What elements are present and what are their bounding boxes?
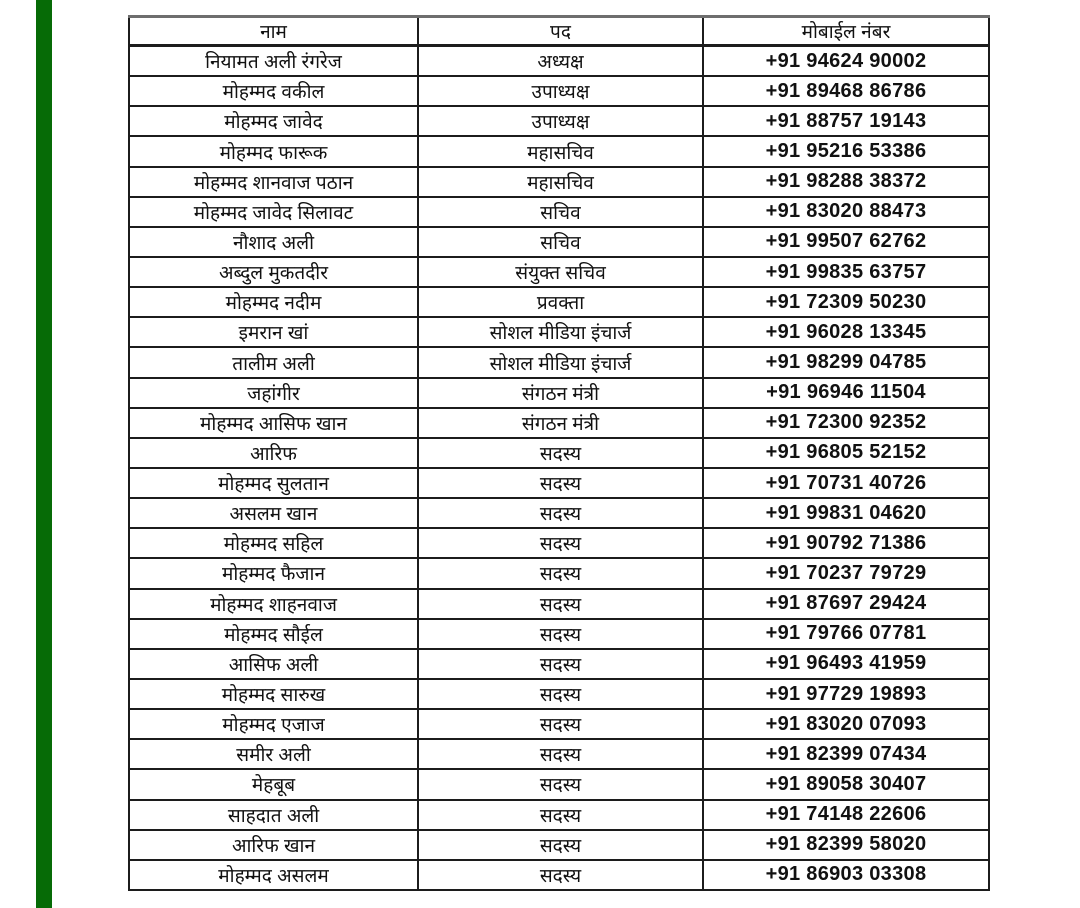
left-accent-bar <box>36 0 52 908</box>
table-row <box>129 317 989 347</box>
committee-table <box>128 15 990 891</box>
table-row <box>129 558 989 588</box>
table-row <box>129 287 989 317</box>
table-row <box>129 46 989 77</box>
cell-name: अब्दुल मुकतदीर <box>129 257 418 287</box>
cell-phone: +91 95216 53386 <box>703 136 989 166</box>
cell-name: मोहम्मद जावेद सिलावट <box>129 197 418 227</box>
cell-phone: +91 96493 41959 <box>703 649 989 679</box>
cell-phone: +91 89468 86786 <box>703 76 989 106</box>
cell-name: मोहम्मद नदीम <box>129 287 418 317</box>
cell-phone: +91 70731 40726 <box>703 468 989 498</box>
cell-name: नौशाद अली <box>129 227 418 257</box>
table-row <box>129 860 989 890</box>
cell-phone: +91 96805 52152 <box>703 438 989 468</box>
table-row <box>129 227 989 257</box>
cell-role: महासचिव <box>418 167 703 197</box>
cell-name: मोहम्मद शानवाज पठान <box>129 167 418 197</box>
cell-role: सचिव <box>418 197 703 227</box>
cell-role: सदस्य <box>418 649 703 679</box>
cell-phone: +91 72300 92352 <box>703 408 989 438</box>
table-row <box>129 257 989 287</box>
cell-phone: +91 89058 30407 <box>703 769 989 799</box>
cell-role: सदस्य <box>418 558 703 588</box>
cell-phone: +91 83020 88473 <box>703 197 989 227</box>
cell-name: मोहम्मद फारूक <box>129 136 418 166</box>
table-row <box>129 468 989 498</box>
cell-role: सदस्य <box>418 739 703 769</box>
cell-role: संगठन मंत्री <box>418 378 703 408</box>
cell-name: आरिफ <box>129 438 418 468</box>
cell-role: सदस्य <box>418 528 703 558</box>
cell-phone: +91 99831 04620 <box>703 498 989 528</box>
cell-phone: +91 90792 71386 <box>703 528 989 558</box>
header-role: पद <box>418 17 703 46</box>
cell-name: असलम खान <box>129 498 418 528</box>
cell-phone: +91 82399 07434 <box>703 739 989 769</box>
cell-role: सदस्य <box>418 709 703 739</box>
header-name: नाम <box>129 17 418 46</box>
cell-role: अध्यक्ष <box>418 46 703 77</box>
table-row <box>129 408 989 438</box>
cell-role: सदस्य <box>418 589 703 619</box>
table-row <box>129 106 989 136</box>
cell-phone: +91 82399 58020 <box>703 830 989 860</box>
table-row <box>129 167 989 197</box>
table-row <box>129 498 989 528</box>
table-row <box>129 76 989 106</box>
cell-phone: +91 97729 19893 <box>703 679 989 709</box>
cell-name: मोहम्मद शाहनवाज <box>129 589 418 619</box>
cell-name: जहांगीर <box>129 378 418 408</box>
cell-phone: +91 99507 62762 <box>703 227 989 257</box>
cell-phone: +91 98299 04785 <box>703 347 989 377</box>
table-row <box>129 830 989 860</box>
table-row <box>129 739 989 769</box>
cell-phone: +91 87697 29424 <box>703 589 989 619</box>
cell-role: महासचिव <box>418 136 703 166</box>
cell-role: उपाध्यक्ष <box>418 106 703 136</box>
table-row <box>129 378 989 408</box>
cell-phone: +91 96028 13345 <box>703 317 989 347</box>
table-row <box>129 136 989 166</box>
cell-role: संयुक्त सचिव <box>418 257 703 287</box>
table-row <box>129 528 989 558</box>
cell-name: आसिफ अली <box>129 649 418 679</box>
cell-role: सोशल मीडिया इंचार्ज <box>418 317 703 347</box>
cell-role: सचिव <box>418 227 703 257</box>
cell-name: समीर अली <box>129 739 418 769</box>
table-body <box>129 46 989 891</box>
cell-role: सदस्य <box>418 830 703 860</box>
cell-name: मोहम्मद फैजान <box>129 558 418 588</box>
table-row <box>129 679 989 709</box>
cell-name: मोहम्मद एजाज <box>129 709 418 739</box>
cell-role: सदस्य <box>418 769 703 799</box>
cell-role: सदस्य <box>418 800 703 830</box>
cell-role: सदस्य <box>418 498 703 528</box>
cell-name: मोहम्मद सारुख <box>129 679 418 709</box>
table-row <box>129 800 989 830</box>
table-row <box>129 769 989 799</box>
table-row <box>129 709 989 739</box>
cell-name: मोहम्मद असलम <box>129 860 418 890</box>
cell-phone: +91 88757 19143 <box>703 106 989 136</box>
cell-role: सदस्य <box>418 468 703 498</box>
cell-role: सोशल मीडिया इंचार्ज <box>418 347 703 377</box>
cell-name: मोहम्मद आसिफ खान <box>129 408 418 438</box>
cell-phone: +91 99835 63757 <box>703 257 989 287</box>
cell-name: मोहम्मद सौईल <box>129 619 418 649</box>
cell-name: आरिफ खान <box>129 830 418 860</box>
cell-phone: +91 83020 07093 <box>703 709 989 739</box>
cell-phone: +91 70237 79729 <box>703 558 989 588</box>
table-row <box>129 649 989 679</box>
cell-phone: +91 86903 03308 <box>703 860 989 890</box>
cell-name: मोहम्मद जावेद <box>129 106 418 136</box>
table-row <box>129 438 989 468</box>
cell-name: मोहम्मद सुलतान <box>129 468 418 498</box>
cell-phone: +91 94624 90002 <box>703 46 989 77</box>
cell-phone: +91 98288 38372 <box>703 167 989 197</box>
cell-name: मेहबूब <box>129 769 418 799</box>
cell-name: मोहम्मद वकील <box>129 76 418 106</box>
cell-role: सदस्य <box>418 679 703 709</box>
table-row <box>129 347 989 377</box>
header-phone: मोबाईल नंबर <box>703 17 989 46</box>
cell-name: साहदात अली <box>129 800 418 830</box>
cell-role: प्रवक्ता <box>418 287 703 317</box>
header-row <box>129 17 989 46</box>
cell-role: संगठन मंत्री <box>418 408 703 438</box>
cell-phone: +91 72309 50230 <box>703 287 989 317</box>
cell-role: सदस्य <box>418 438 703 468</box>
cell-name: नियामत अली रंगरेज <box>129 46 418 77</box>
cell-name: तालीम अली <box>129 347 418 377</box>
cell-name: इमरान खां <box>129 317 418 347</box>
cell-role: सदस्य <box>418 860 703 890</box>
cell-phone: +91 96946 11504 <box>703 378 989 408</box>
cell-phone: +91 74148 22606 <box>703 800 989 830</box>
cell-role: सदस्य <box>418 619 703 649</box>
table-row <box>129 589 989 619</box>
cell-phone: +91 79766 07781 <box>703 619 989 649</box>
table-row <box>129 619 989 649</box>
table-row <box>129 197 989 227</box>
cell-name: मोहम्मद सहिल <box>129 528 418 558</box>
cell-role: उपाध्यक्ष <box>418 76 703 106</box>
